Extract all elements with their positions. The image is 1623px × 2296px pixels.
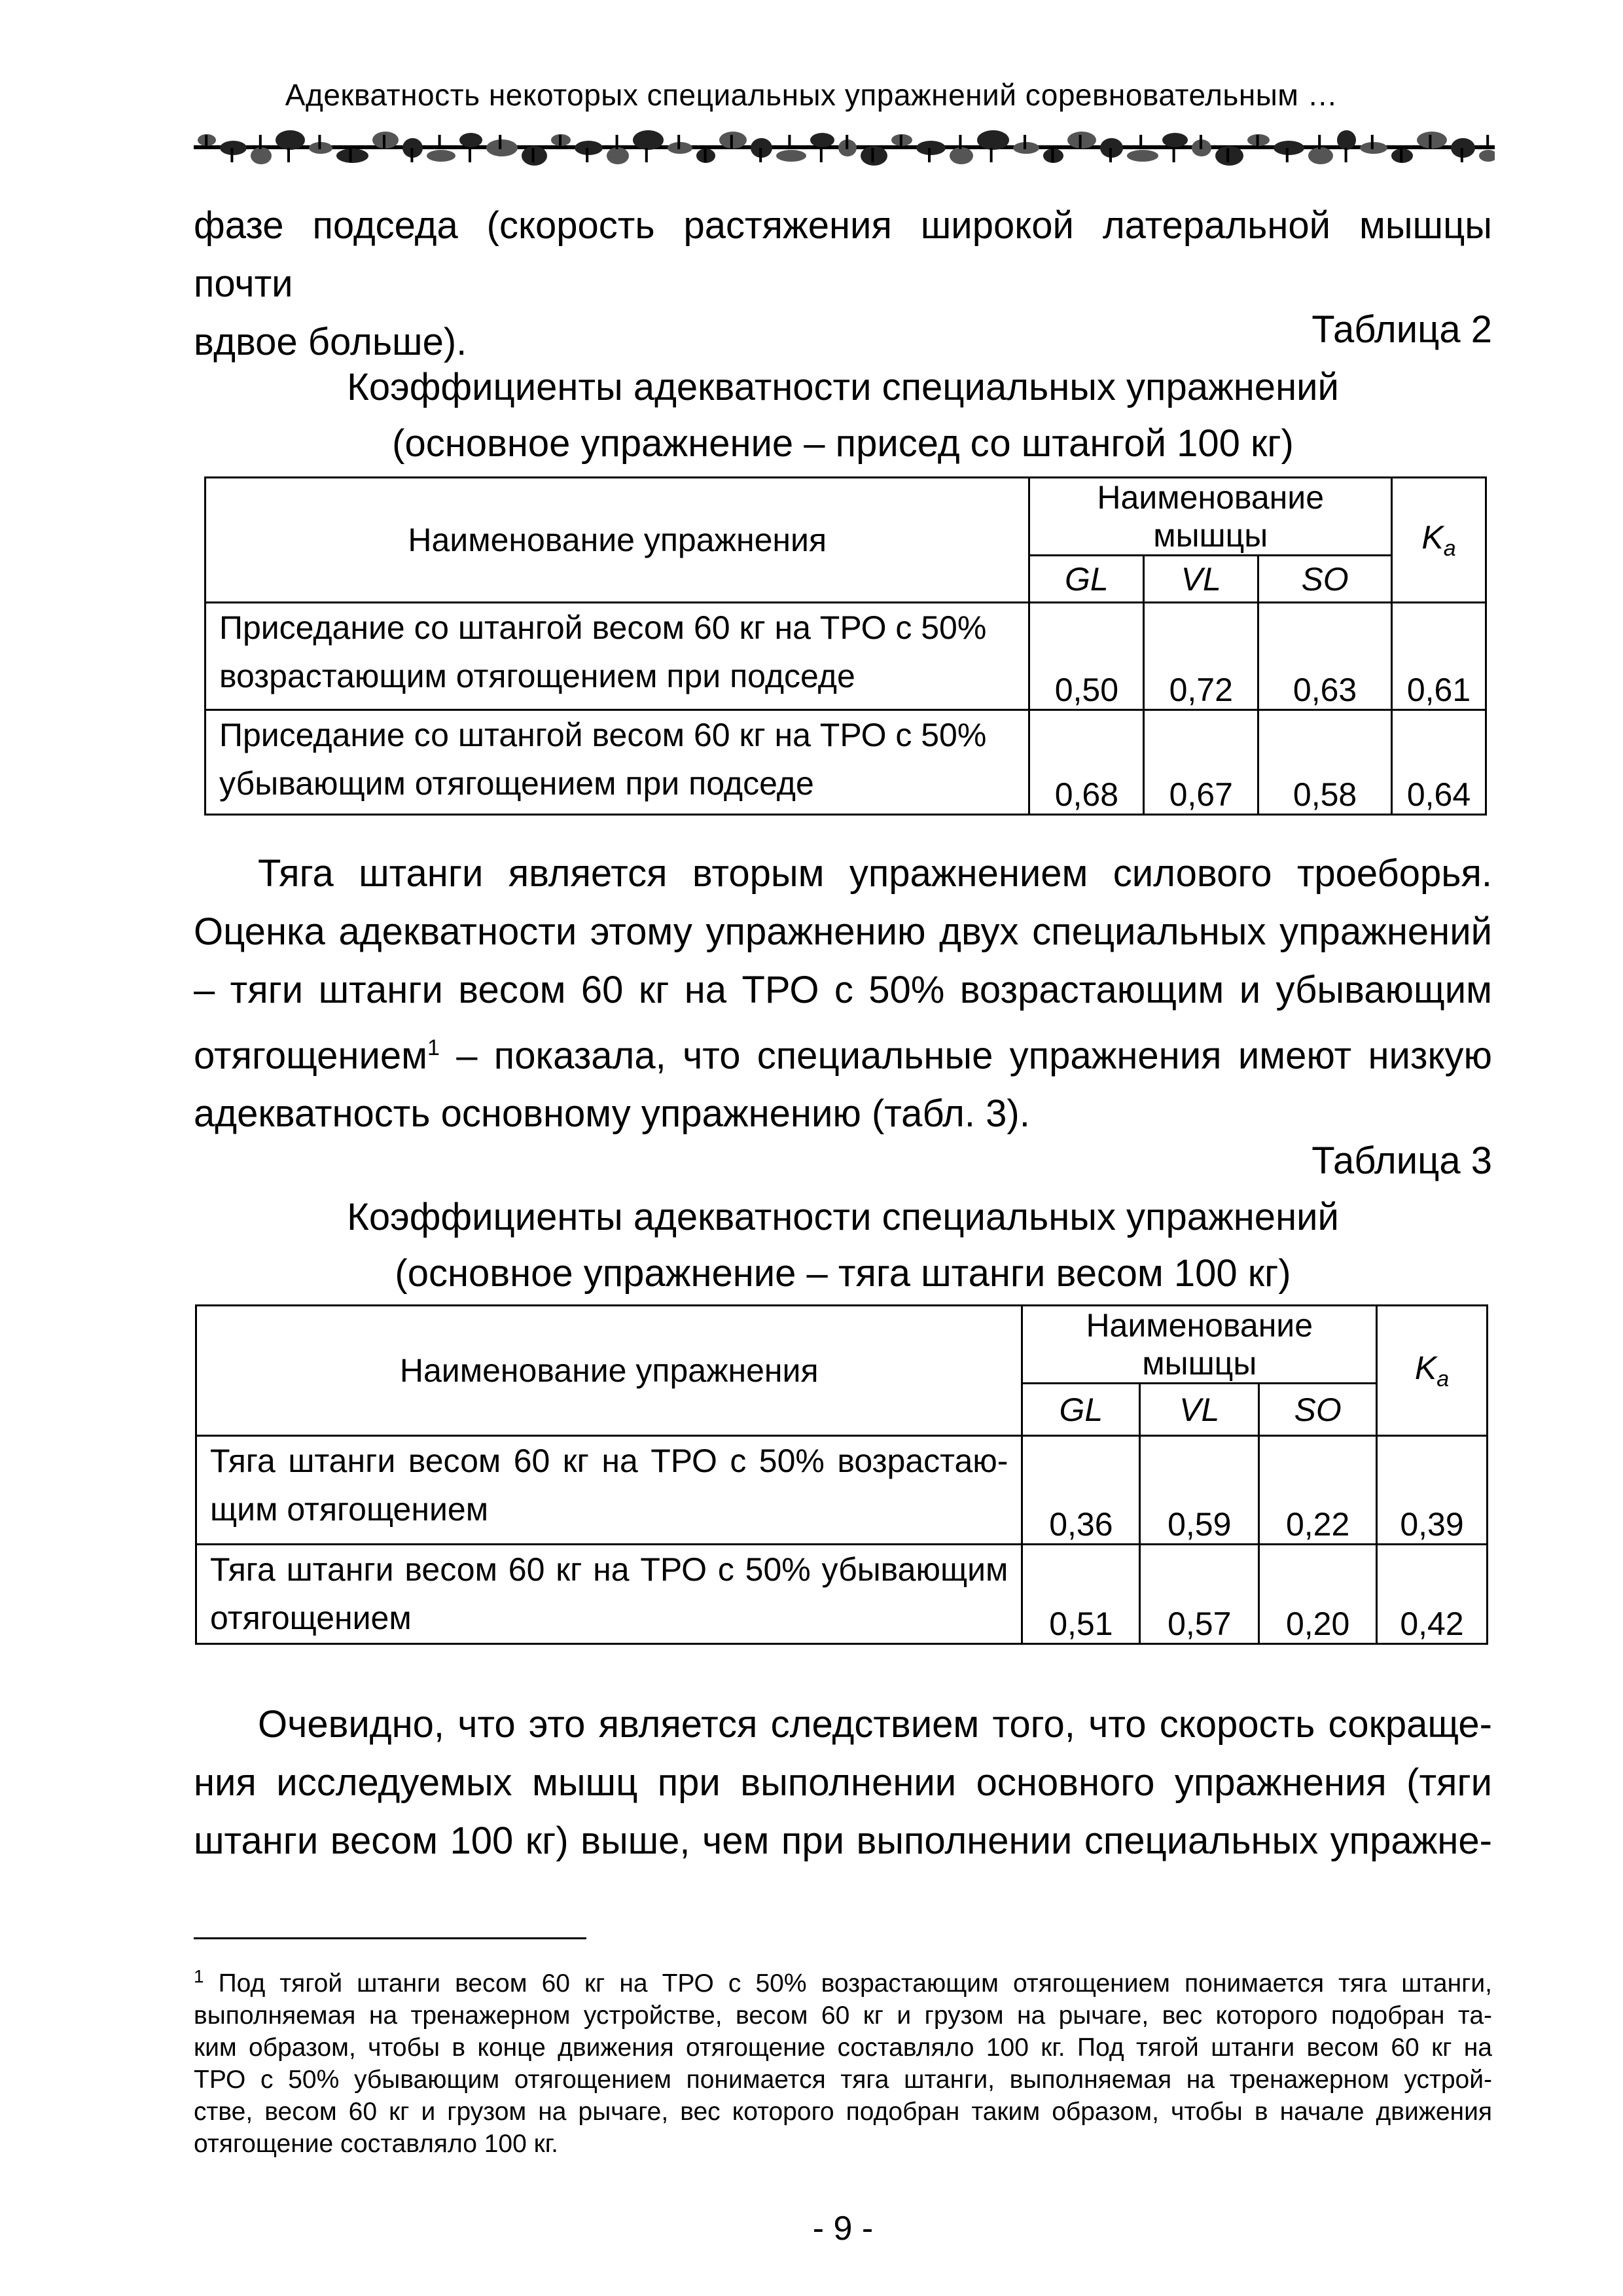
table2-row1-ka: 0,61	[1391, 603, 1486, 710]
footnote	[194, 1960, 1492, 2160]
exercise-line: Тяга штанги весом 60 кг на ТРО с 50% убывающим	[210, 1551, 1008, 1588]
footnote-line: выполняемая на тренажерном устройстве, весом 60 кг и грузом на рычаге, вес которого подобран та-	[194, 2001, 1492, 2030]
table3-row2-vl: 0,57	[1140, 1545, 1259, 1644]
page-number: - 9 -	[812, 2210, 874, 2248]
table2-row2-exercise	[205, 710, 1029, 815]
table3-title-line1: Коэффициенты адекватности специальных упражнений	[347, 1196, 1339, 1238]
table2-header-ka: $K_а$	[1391, 478, 1486, 603]
table2-title-line2: (основное упражнение – присед со штангой 100 кг)	[392, 422, 1294, 465]
text-line: штанги весом 100 кг) выше, чем при выполнении специальных упражне-	[194, 1820, 1492, 1862]
text-fragment: – показала, что специальные упражнения имеют низкую	[439, 1034, 1492, 1077]
table-row	[196, 1436, 1488, 1545]
table3-row1-ka: 0,39	[1377, 1436, 1488, 1545]
text-fragment: отягощением	[194, 1034, 427, 1077]
footnote-line: ТРО с 50% убывающим отягощением понимается тяга штанги, выполняемая на тренажерном устрой-	[194, 2066, 1492, 2094]
table3-header-exercise: Наименование упражнения	[196, 1306, 1022, 1436]
paragraph-deadlift	[194, 844, 1492, 1143]
exercise-line: возрастающим отягощением при подседе	[219, 658, 855, 694]
table3-header-so: SO	[1259, 1384, 1377, 1436]
table3-title-line2: (основное упражнение – тяга штанги весом 100 кг)	[395, 1252, 1291, 1295]
text-line: вдвое больше).	[194, 321, 467, 363]
footnote-line: стве, весом 60 кг и грузом на рычаге, вес которого подобран таким образом, чтобы в начале движения	[194, 2098, 1492, 2126]
table3-header-vl: VL	[1140, 1384, 1259, 1436]
footnote-line: ким образом, чтобы в конце движения отягощение составляло 100 кг. Под тягой штанги весом 60 кг на	[194, 2034, 1492, 2062]
table3-header-muscle: Наименование мышцы	[1022, 1306, 1377, 1384]
table3-row1-gl: 0,36	[1022, 1436, 1140, 1545]
exercise-line: Приседание со штангой весом 60 кг на ТРО с 50%	[219, 717, 987, 753]
exercise-line: убывающим отягощением при подседе	[219, 765, 814, 802]
exercise-line: отягощением	[210, 1600, 412, 1636]
text-line: адекватность основному упражнению (табл. 3).	[194, 1092, 1030, 1136]
table-row	[196, 1545, 1488, 1644]
table-row	[205, 603, 1486, 710]
text-line: – тяги штанги весом 60 кг на ТРО с 50% возрастающим и убывающим	[194, 969, 1492, 1011]
table2-row1-gl: 0,50	[1029, 603, 1144, 710]
exercise-line: щим отягощением	[210, 1491, 489, 1528]
decorative-ornament-border	[194, 126, 1495, 173]
table3-row2-gl: 0,51	[1022, 1545, 1140, 1644]
table2-title-line1: Коэффициенты адекватности специальных упражнений	[347, 366, 1339, 408]
footnote-separator	[194, 1937, 586, 1939]
table2-row1-exercise	[205, 603, 1029, 710]
text-line: Оценка адекватности этому упражнению двух специальных упражнений	[194, 910, 1492, 953]
table3-header-ka: $K_а$	[1377, 1306, 1488, 1436]
table3-row1-vl: 0,59	[1140, 1436, 1259, 1545]
text-line: Очевидно, что это является следствием того, что скорость сокраще-	[258, 1703, 1492, 1746]
footnote-line	[194, 1960, 1492, 2000]
table2-header-vl: VL	[1144, 556, 1258, 603]
exercise-line: Тяга штанги весом 60 кг на ТРО с 50% возрастаю-	[210, 1443, 1008, 1479]
paragraph-conclusion	[194, 1695, 1492, 1870]
table3	[195, 1304, 1488, 1645]
table3-label: Таблица 3	[1311, 1139, 1492, 1182]
table3-header-gl: GL	[1022, 1384, 1140, 1436]
footnote-text: Под тягой штанги весом 60 кг на ТРО с 50% возрастающим отягощением понимается тяга штанги,	[204, 1969, 1492, 1998]
table2-row2-so: 0,58	[1258, 710, 1392, 815]
table3-row2-so: 0,20	[1259, 1545, 1377, 1644]
table2-header-so: SO	[1258, 556, 1392, 603]
footnote-reference: 1	[427, 1035, 440, 1060]
text-line: Тяга штанги является вторым упражнением силового троеборья.	[258, 852, 1492, 895]
table2-row2-ka: 0,64	[1391, 710, 1486, 815]
table-row	[205, 710, 1486, 815]
table2	[204, 476, 1487, 816]
exercise-line: Приседание со штангой весом 60 кг на ТРО с 50%	[219, 609, 987, 646]
table2-row2-gl: 0,68	[1029, 710, 1144, 815]
running-header: Адекватность некоторых специальных упражнений соревновательным …	[285, 78, 1338, 112]
table3-row2-ka: 0,42	[1377, 1545, 1488, 1644]
footnote-line: отягощение составляло 100 кг.	[194, 2130, 558, 2158]
text-line-with-footnote	[194, 1019, 1492, 1085]
table2-row1-so: 0,63	[1258, 603, 1392, 710]
text-line: фазе подседа (скорость растяжения широкой латеральной мышцы почти	[194, 204, 1492, 305]
table2-row1-vl: 0,72	[1144, 603, 1258, 710]
text-line: ния исследуемых мышц при выполнении основного упражнения (тяги	[194, 1761, 1492, 1804]
table3-row2-exercise	[196, 1545, 1022, 1644]
table2-header-gl: GL	[1029, 556, 1144, 603]
footnote-marker: 1	[194, 1966, 204, 1986]
table2-header-exercise: Наименование упражнения	[205, 478, 1029, 603]
table2-label: Таблица 2	[1311, 308, 1492, 351]
table3-row1-so: 0,22	[1259, 1436, 1377, 1545]
table2-row2-vl: 0,67	[1144, 710, 1258, 815]
table3-row1-exercise	[196, 1436, 1022, 1545]
table2-header-muscle: Наименование мышцы	[1029, 478, 1392, 556]
